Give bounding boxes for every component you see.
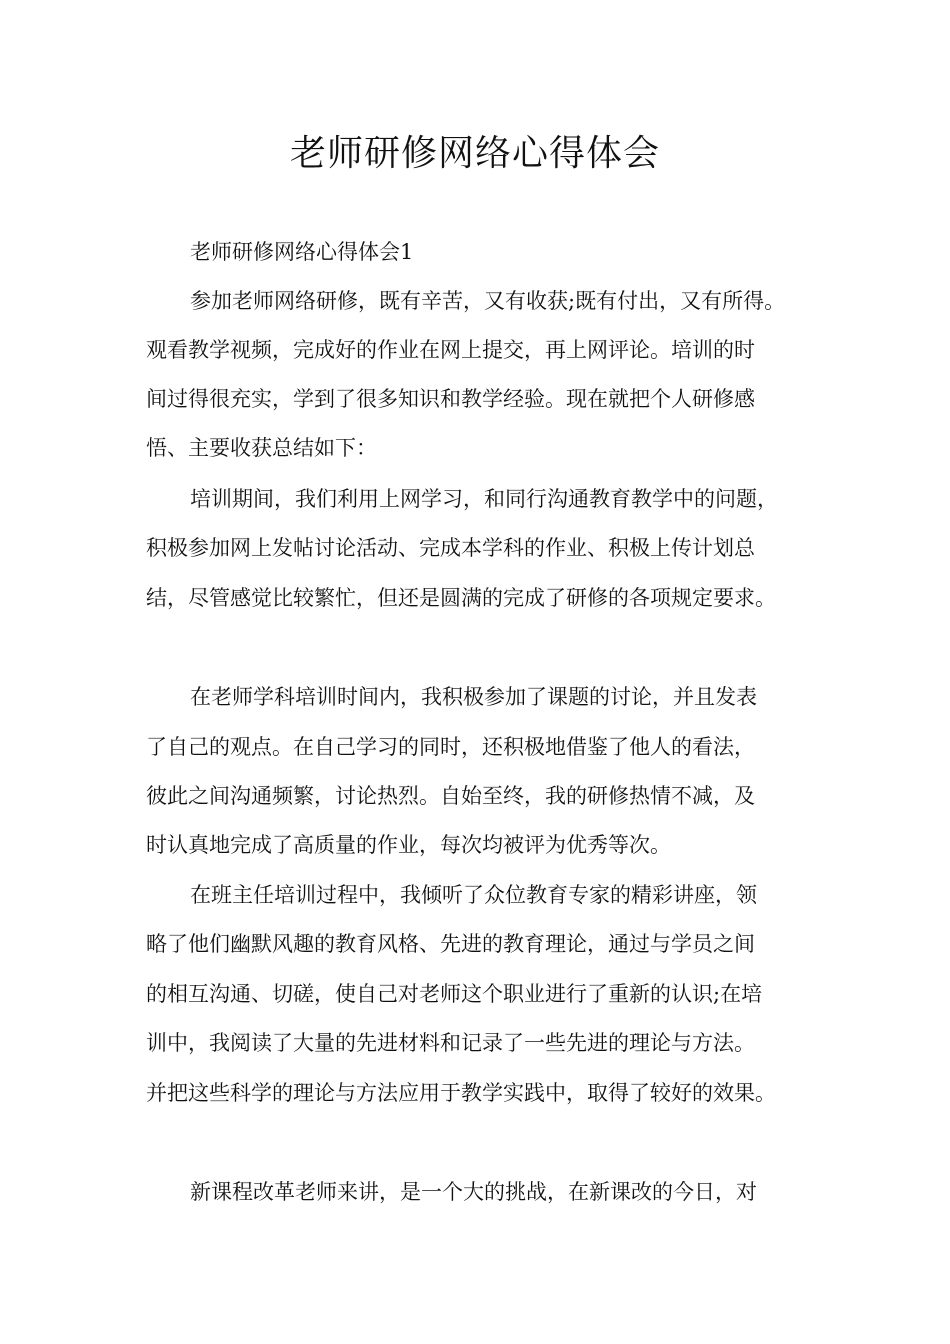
paragraph-line: 彼此之间沟通频繁，讨论热烈。自始至终，我的研修热情不减，及 — [146, 784, 755, 808]
paragraph-line: 结，尽管感觉比较繁忙，但还是圆满的完成了研修的各项规定要求。 — [146, 586, 776, 610]
paragraph-line: 时认真地完成了高质量的作业，每次均被评为优秀等次。 — [146, 833, 671, 857]
paragraph-line: 在老师学科培训时间内，我积极参加了课题的讨论，并且发表 — [190, 685, 757, 709]
paragraph-line: 训中，我阅读了大量的先进材料和记录了一些先进的理论与方法。 — [146, 1031, 755, 1055]
paragraph-line: 了自己的观点。在自己学习的同时，还积极地借鉴了他人的看法， — [146, 735, 755, 759]
paragraph-line: 参加老师网络研修，既有辛苦，又有收获;既有付出，又有所得。 — [190, 289, 786, 313]
paragraph-line: 观看教学视频，完成好的作业在网上提交，再上网评论。培训的时 — [146, 338, 755, 362]
paragraph-line: 新课程改革老师来讲，是一个大的挑战，在新课改的今日，对 — [190, 1180, 757, 1204]
paragraph-line: 悟、主要收获总结如下： — [146, 436, 377, 460]
section-heading: 老师研修网络心得体会1 — [190, 240, 414, 264]
paragraph-line: 并把这些科学的理论与方法应用于教学实践中，取得了较好的效果。 — [146, 1081, 776, 1105]
page-title: 老师研修网络心得体会 — [289, 133, 660, 174]
paragraph-line: 的相互沟通、切磋，使自己对老师这个职业进行了重新的认识;在培 — [146, 982, 763, 1006]
paragraph-line: 间过得很充实，学到了很多知识和教学经验。现在就把个人研修感 — [146, 387, 755, 411]
paragraph-line: 培训期间，我们利用上网学习，和同行沟通教育教学中的问题， — [190, 487, 778, 511]
paragraph-line: 略了他们幽默风趣的教育风格、先进的教育理论，通过与学员之间 — [146, 932, 755, 956]
paragraph-line: 在班主任培训过程中，我倾听了众位教育专家的精彩讲座，领 — [190, 883, 757, 907]
paragraph-line: 积极参加网上发帖讨论活动、完成本学科的作业、积极上传计划总 — [146, 536, 755, 560]
